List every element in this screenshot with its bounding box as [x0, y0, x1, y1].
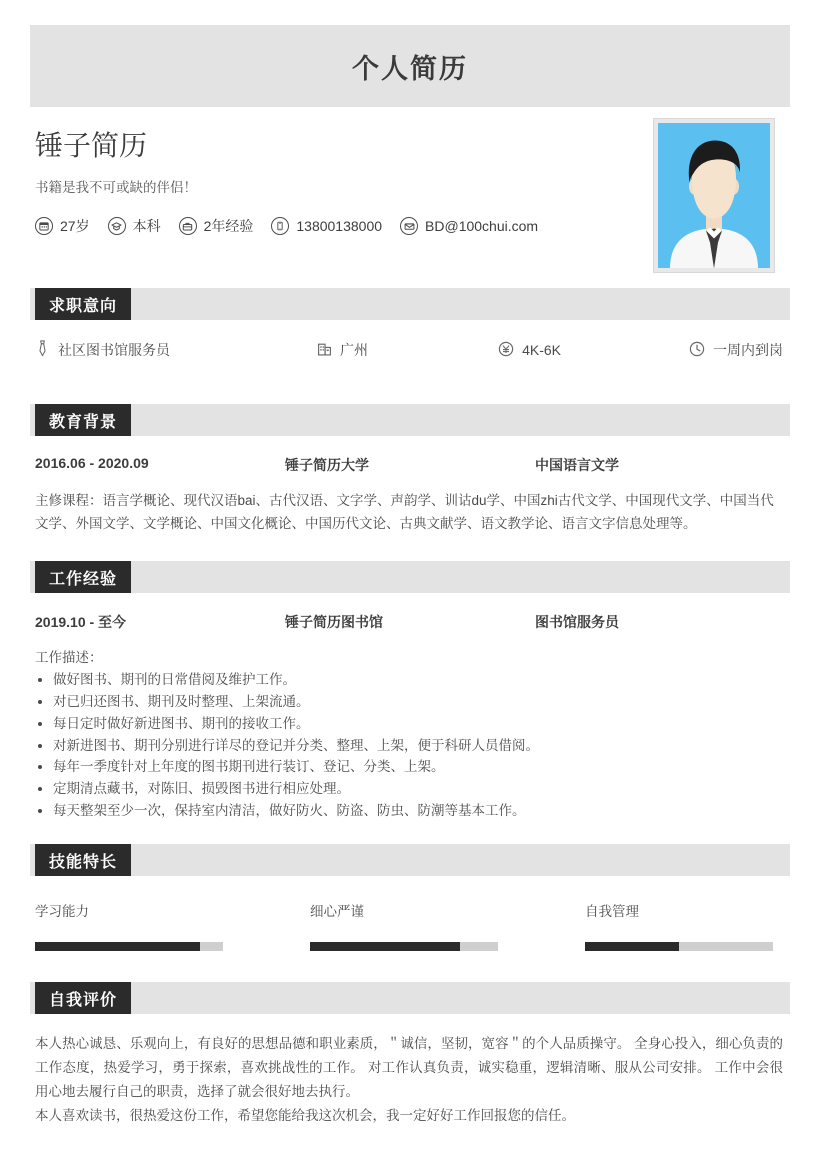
- list-item: 每年一季度针对上年度的图书期刊进行装订、登记、分类、上架。: [35, 756, 783, 778]
- profile-info-row: [35, 216, 635, 236]
- skill-item: [585, 900, 773, 951]
- job-intention-salary: [498, 341, 689, 360]
- job-intention-city-value: 广州: [339, 342, 368, 358]
- skill-label: 细心严谨: [310, 904, 364, 919]
- job-intention-availability-value: 一周内到岗: [713, 342, 783, 358]
- section-title-self-evaluation: 自我评价: [35, 982, 131, 1014]
- candidate-name: 锤子简历: [35, 130, 148, 161]
- skill-progress-fill: [585, 942, 679, 951]
- skill-progress-track: [310, 942, 498, 951]
- work-desc-label: 工作描述：: [35, 650, 103, 665]
- education-major: 中国语言文学: [535, 457, 619, 473]
- building-icon: [317, 341, 332, 359]
- info-item-degree: [108, 216, 161, 236]
- list-item: 每天整架至少一次，保持室内清洁，做好防火、防盗、防虫、防潮等基本工作。: [35, 800, 783, 822]
- work-bullet-list: [35, 669, 783, 822]
- work-row: [35, 612, 783, 632]
- section-title-skills: 技能特长: [35, 844, 131, 876]
- list-item: 对已归还图书、期刊及时整理、上架流通。: [35, 691, 783, 713]
- job-intention-city: [317, 340, 498, 360]
- info-value-experience: 2年经验: [203, 218, 254, 234]
- clock-icon: [689, 341, 705, 360]
- avatar: [653, 118, 775, 273]
- work-company: 锤子简历图书馆: [285, 614, 383, 630]
- info-value-email: BD@100chui.com: [425, 218, 539, 234]
- list-item: 每日定时做好新进图书、期刊的接收工作。: [35, 713, 783, 735]
- briefcase-icon: [179, 217, 197, 235]
- job-intention-position-value: 社区图书馆服务员: [58, 342, 170, 358]
- info-item-age: [35, 216, 90, 236]
- candidate-tagline: 书籍是我不可或缺的伴侣！: [35, 180, 197, 195]
- section-header-self-evaluation: [30, 982, 790, 1014]
- section-title-work: 工作经验: [35, 561, 131, 593]
- self-evaluation-paragraph: 本人喜欢读书，很热爱这份工作，希望您能给我这次机会，我一定好好工作回报您的信任。: [35, 1108, 575, 1124]
- skill-item: [310, 900, 585, 951]
- work-block: [35, 612, 783, 822]
- skill-progress-track: [35, 942, 223, 951]
- profile-block: [35, 128, 635, 236]
- phone-icon: [271, 217, 289, 235]
- education-block: [35, 455, 783, 535]
- section-title-education: 教育背景: [35, 404, 131, 436]
- job-intention-block: [35, 340, 783, 360]
- section-header-skills: [30, 844, 790, 876]
- self-evaluation-paragraph: 本人热心诚恳、乐观向上，有良好的思想品德和职业素质，＂诚信，坚韧，宽容＂的个人品质操守。 全身心投入，细心负责的工作态度，热爱学习，勇于探索，喜欢挑战性的工作。 对工作认真负责，诚实稳重，逻辑清晰、服从公司安排。 工作中会很用心地去履行自己的职责，选择了就会很好地去执行。: [35, 1036, 783, 1100]
- calendar-icon: [35, 217, 53, 235]
- list-item: 定期清点藏书，对陈旧、损毁图书进行相应处理。: [35, 778, 783, 800]
- section-header-job-intention: [30, 288, 790, 320]
- work-position: 图书馆服务员: [535, 614, 619, 630]
- work-period: 2019.10 - 至今: [35, 614, 127, 630]
- info-item-email: [400, 217, 538, 235]
- skill-progress-track: [585, 942, 773, 951]
- envelope-icon: [400, 217, 418, 235]
- self-evaluation-block: [35, 1032, 783, 1128]
- info-item-phone: [271, 217, 382, 235]
- info-item-experience: [179, 216, 254, 236]
- skill-progress-fill: [35, 942, 200, 951]
- info-value-phone: 13800138000: [296, 218, 383, 234]
- info-value-degree: 本科: [132, 218, 161, 234]
- job-intention-row: [35, 340, 783, 360]
- skill-item: [35, 900, 310, 951]
- education-courses: 主修课程：语言学概论、现代汉语bai、古代汉语、文字学、声韵学、训诂du学、中国zhi古代文学、中国现代文学、中国当代文学、外国文学、文学概论、中国文化概论、中国历代文论、古典文献学、语文教学论、语言文字信息处理等。: [35, 493, 774, 532]
- education-period: 2016.06 - 2020.09: [35, 455, 149, 471]
- job-intention-position: [35, 340, 317, 360]
- list-item: 做好图书、期刊的日常借阅及维护工作。: [35, 669, 783, 691]
- graduation-cap-icon: [108, 217, 126, 235]
- education-school: 锤子简历大学: [285, 457, 369, 473]
- yen-icon: [498, 341, 514, 360]
- skills-block: [35, 900, 783, 951]
- page-title: 个人简历: [352, 53, 468, 84]
- info-value-age: 27岁: [60, 218, 90, 234]
- skill-label: 学习能力: [35, 904, 89, 919]
- skills-row: [35, 900, 783, 951]
- job-intention-salary-value: 4K-6K: [522, 342, 562, 358]
- document-title-banner: [30, 25, 790, 107]
- skill-progress-fill: [310, 942, 460, 951]
- section-header-work: [30, 561, 790, 593]
- list-item: 对新进图书、期刊分别进行详尽的登记并分类、整理、上架，便于科研人员借阅。: [35, 735, 783, 757]
- job-intention-availability: [689, 340, 783, 360]
- avatar-image: [658, 123, 770, 268]
- section-header-education: [30, 404, 790, 436]
- education-row: [35, 455, 783, 475]
- skill-label: 自我管理: [585, 904, 639, 919]
- tie-icon: [35, 340, 50, 360]
- section-title-job-intention: 求职意向: [35, 288, 131, 320]
